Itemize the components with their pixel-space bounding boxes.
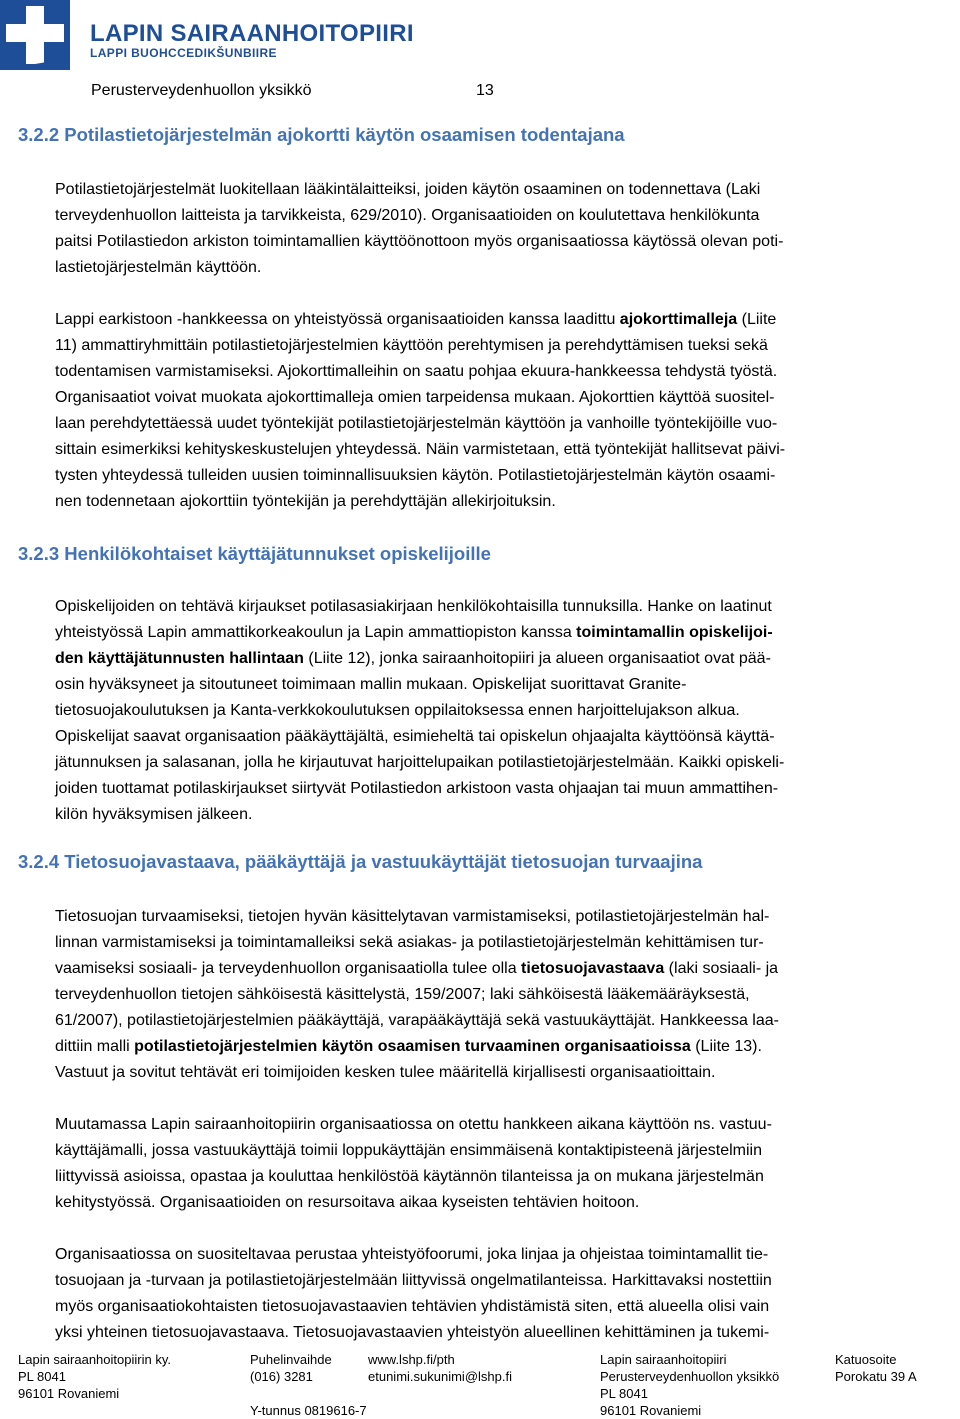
text-line: yksi yhteinen tietosuojavastaava. Tietosuojavastaavien yhteistyön alueellinen kehittäminen ja tukemi- [55, 1324, 770, 1341]
emphasis: tietosuojavastaava [521, 960, 665, 977]
text-line: vaamiseksi sosiaali- ja terveydenhuollon organisaatiolla tulee olla tietosuojavastaava (laki sosiaali- ja [55, 960, 779, 977]
text-line: jätunnuksen ja salasanan, jolla he kirjautuvat harjoittelupaikan potilastietojärjestelmään. Kaikki opiskeli- [55, 754, 785, 771]
text-line: Opiskelijoiden on tehtävä kirjaukset potilasasiakirjaan henkilökohtaisilla tunnuksilla. Hanke on laatinut [55, 598, 772, 615]
emphasis: ajokorttimalleja [619, 311, 738, 328]
text-line: kilön hyväksymisen jälkeen. [55, 806, 253, 823]
text-line: joiden tuottamat potilaskirjaukset siirtyvät Potilastiedon arkistoon vasta ohjaajan tai muun ammattihen- [55, 780, 779, 797]
text-line: kehitystyössä. Organisaatioiden on resursoitava aikaa kyseisten tehtävien hoitoon. [55, 1194, 640, 1211]
text-line: Vastuut ja sovitut tehtävät eri toimijoiden kesken tulee määritellä kirjallisesti organisaatioittain. [55, 1064, 716, 1081]
footer-line: Porokatu 39 A [835, 1369, 917, 1384]
section-number: 3.2.2 [18, 124, 60, 145]
paragraph [55, 177, 945, 281]
text-line: myös organisaatiokohtaisten tietosuojavastaavien tehtävien yhdistämistä siten, että alueella olisi vain [55, 1298, 770, 1315]
organization-logo [0, 0, 420, 70]
section-title: Tietosuojavastaava, pääkäyttäjä ja vastuukäyttäjät tietosuojan turvaajina [64, 851, 703, 872]
text-line: yhteistyössä Lapin ammattikorkeakoulun ja Lapin ammattiopiston kanssa toimintamallin opiskelijoi- [55, 624, 773, 641]
text-line: Tietosuojan turvaamiseksi, tietojen hyvän käsittelytavan varmistamiseksi, potilastietojärjestelmän hal- [55, 908, 770, 925]
footer-line: etunimi.sukunimi@lshp.fi [368, 1369, 512, 1384]
footer-line: Puhelinvaihde [250, 1352, 332, 1367]
footer-line: Perusterveydenhuollon yksikkö [600, 1369, 780, 1384]
footer-address-column [18, 1351, 171, 1402]
emphasis: den käyttäjätunnusten hallintaan [55, 650, 304, 667]
page-number: 13 [476, 82, 494, 99]
footer-unit-column [600, 1351, 779, 1419]
text-line: tietosuojakoulutuksen ja Kanta-verkkokoulutuksen oppilaitoksessa ennen harjoittelujakson alkua. [55, 702, 740, 719]
text-line: nen todennetaan ajokorttiin työntekijän ja perehdyttäjän allekirjoituksin. [55, 493, 556, 510]
section-heading-3-2-3 [18, 543, 491, 565]
section-heading-3-2-4 [18, 851, 702, 873]
text-line: tosuojaan ja -turvaan ja potilastietojärjestelmään liittyvissä ongelmatilanteissa. Harkittavaksi nostettiin [55, 1272, 772, 1289]
footer-line: PL 8041 [600, 1386, 648, 1401]
text-line: dittiin malli potilastietojärjestelmien käytön osaamisen turvaaminen organisaatioissa (Liite 13). [55, 1038, 762, 1055]
footer-line [250, 1385, 367, 1402]
footer-phone-column [250, 1351, 367, 1419]
text-line: 11) ammattiryhmittäin potilastietojärjestelmien käyttöön perehtymisen ja perehdyttämisen tueksi sekä [55, 337, 768, 354]
footer-line: 96101 Rovaniemi [18, 1386, 120, 1401]
section-title: Henkilökohtaiset käyttäjätunnukset opiskelijoille [64, 543, 491, 564]
text-line: lastietojärjestelmän käyttöön. [55, 259, 262, 276]
text-line: käyttäjämalli, jossa vastuukäyttäjä toimii loppukäyttäjän ensimmäisenä kontaktipisteenä järjestelmiin [55, 1142, 763, 1159]
footer-line: PL 8041 [18, 1369, 66, 1384]
text-line: terveydenhuollon tietojen sähköisestä käsittelystä, 159/2007; laki sähköisestä lääkemääräyksestä, [55, 986, 750, 1003]
footer-line: www.lshp.fi/pth [368, 1352, 455, 1367]
text-line: Potilastietojärjestelmät luokitellaan lääkintälaitteiksi, joiden käytön osaaminen on todennettava (Laki [55, 181, 761, 198]
organization-name: LAPIN SAIRAANHOITOPIIRI [90, 20, 414, 47]
text-line: tysten yhteydessä tulleiden uusien toiminnallisuuksien käytön. Potilastietojärjestelmän käytön osaami- [55, 467, 776, 484]
paragraph [55, 904, 945, 1086]
section-heading-3-2-2 [18, 124, 625, 146]
text-line: todentamisen varmistamiseksi. Ajokorttimalleihin on saatu pohjaa ekuura-hankkeessa tehdystä työstä. [55, 363, 778, 380]
footer-line: Lapin sairaanhoitopiiri [600, 1352, 727, 1367]
cross-logo-icon [0, 0, 70, 70]
text-line: 61/2007), potilastietojärjestelmien pääkäyttäjä, varapääkäyttäjä sekä vastuukäyttäjät. Hankkeessa laa- [55, 1012, 779, 1029]
text-line: laan perehdytettäessä uudet työntekijät potilastietojärjestelmän käyttöön ja vanhoille työntekijöille vuo- [55, 415, 778, 432]
footer-web-column [368, 1351, 512, 1385]
paragraph [55, 1242, 945, 1346]
section-number: 3.2.4 [18, 851, 60, 872]
footer-street-column [835, 1351, 917, 1385]
section-number: 3.2.3 [18, 543, 60, 564]
footer-line: Y-tunnus 0819616-7 [250, 1403, 367, 1418]
paragraph [55, 307, 945, 515]
footer-line: (016) 3281 [250, 1369, 313, 1384]
text-line: linnan varmistamiseksi ja toimintamalleiksi sekä asiakas- ja potilastietojärjestelmän kehittämisen tur- [55, 934, 764, 951]
text-line: Organisaatiot voivat muokata ajokorttimalleja omien tarpeidensa mukaan. Ajokorttien käyttöä suositel- [55, 389, 775, 406]
emphasis: potilastietojärjestelmien käytön osaamisen turvaaminen organisaatioissa [134, 1038, 691, 1055]
text-line: den käyttäjätunnusten hallintaan (Liite 12), jonka sairaanhoitopiiri ja alueen organisaatiot ovat pää- [55, 650, 771, 667]
footer-line: 96101 Rovaniemi [600, 1403, 702, 1418]
text-line: Muutamassa Lapin sairaanhoitopiirin organisaatiossa on otettu hankkeen aikana käyttöön ns. vastuu- [55, 1116, 772, 1133]
emphasis: toimintamallin opiskelijoi- [576, 624, 773, 641]
paragraph [55, 594, 945, 828]
running-header-unit: Perusterveydenhuollon yksikkö [91, 82, 312, 99]
text-line: liittyvissä asioissa, opastaa ja kouluttaa henkilöstöä käytännön tilanteissa ja on mukana järjestelmän [55, 1168, 764, 1185]
organization-name-sami: LAPPI BUOHCCEDIKŠUNBIIRE [90, 46, 277, 60]
footer-line: Katuosoite [835, 1352, 897, 1367]
section-title: Potilastietojärjestelmän ajokortti käytön osaamisen todentajana [64, 124, 625, 145]
text-line: Opiskelijat saavat organisaation pääkäyttäjältä, esimieheltä tai opiskelun ohjaajalta käyttöönsä käyttä- [55, 728, 775, 745]
text-line: sittain esimerkiksi kehityskeskustelujen yhteydessä. Näin varmistetaan, että työntekijät hallitsevat päivi- [55, 441, 786, 458]
footer-line: Lapin sairaanhoitopiirin ky. [18, 1352, 171, 1367]
text-line: Organisaatiossa on suositeltavaa perustaa yhteistyöfoorumi, joka linjaa ja ohjeistaa toimintamallit tie- [55, 1246, 769, 1263]
text-line: paitsi Potilastiedon arkiston toimintamallien käyttöönottoon myös organisaatiossa käytössä olevan poti- [55, 233, 784, 250]
text-line: osin hyväksyneet ja sitoutuneet toimimaan mallin mukaan. Opiskelijat suorittavat Granite- [55, 676, 687, 693]
text-line: Lappi earkistoon -hankkeessa on yhteistyössä organisaatioiden kanssa laadittu ajokorttimalleja (Liite [55, 311, 777, 328]
text-line: terveydenhuollon laitteista ja tarvikkeista, 629/2010). Organisaatioiden on koulutettava henkilökunta [55, 207, 760, 224]
paragraph [55, 1112, 945, 1216]
